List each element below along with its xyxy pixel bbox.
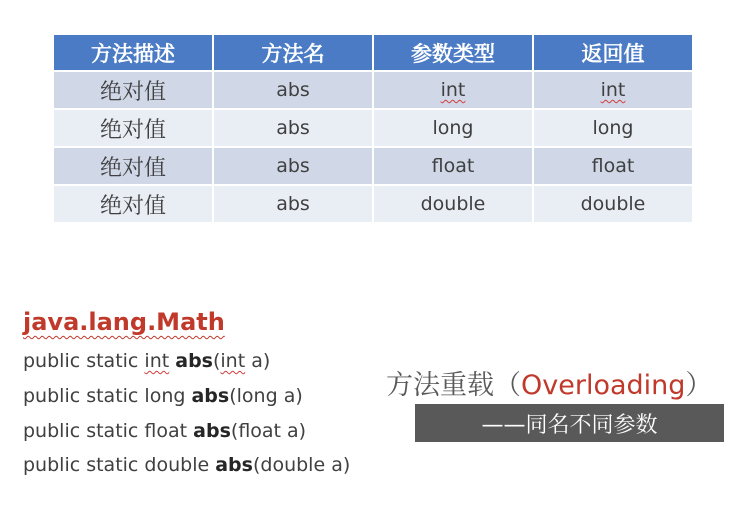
cell-return-type: double xyxy=(533,185,692,223)
cell-method-name: abs xyxy=(213,109,373,147)
sig-open: ( xyxy=(212,350,221,372)
cell-param-type: double xyxy=(373,185,533,223)
header-description: 方法描述 xyxy=(54,35,213,71)
sig-rest: a) xyxy=(277,385,303,407)
sig-open: ( xyxy=(252,454,261,476)
signature-line xyxy=(23,420,306,442)
overloading-title xyxy=(386,363,712,402)
table-row xyxy=(54,109,692,147)
header-return-type: 返回值 xyxy=(533,35,692,71)
sig-rest: a) xyxy=(325,454,351,476)
sig-method-name: abs xyxy=(175,350,213,372)
header-param-type: 参数类型 xyxy=(373,35,533,71)
table-header-row xyxy=(54,35,692,71)
table-row xyxy=(54,71,692,109)
sig-param-type: int xyxy=(220,350,246,372)
cell-param-type: float xyxy=(373,147,533,185)
cell-description: 绝对值 xyxy=(54,109,213,147)
sig-param-type: long xyxy=(236,385,278,407)
table-row xyxy=(54,185,692,223)
sig-method-name: abs xyxy=(215,454,253,476)
sig-return-type: float xyxy=(144,420,188,442)
method-table xyxy=(54,35,692,224)
cell-description: 绝对值 xyxy=(54,71,213,109)
title-cn: 方法重载 xyxy=(386,370,494,401)
signature-line xyxy=(23,454,350,476)
overloading-banner xyxy=(415,404,724,442)
sig-method-name: abs xyxy=(191,385,230,407)
cell-method-name: abs xyxy=(213,185,373,223)
sig-prefix: public static xyxy=(23,385,145,407)
sig-open: ( xyxy=(230,420,239,442)
sig-prefix: public static xyxy=(23,350,145,372)
sig-rest: a) xyxy=(281,420,307,442)
cell-return-type: float xyxy=(533,147,692,185)
title-open-paren: （ xyxy=(494,370,521,401)
signature-line xyxy=(23,350,270,372)
header-method-name: 方法名 xyxy=(213,35,373,71)
sig-prefix: public static xyxy=(23,420,145,442)
title-close-paren: ） xyxy=(685,370,713,401)
banner-text: ——同名不同参数 xyxy=(481,412,658,438)
sig-param-type: double xyxy=(260,454,326,476)
cell-param-type-text: int xyxy=(440,79,466,101)
package-name: java.lang.Math xyxy=(23,308,225,336)
cell-description: 绝对值 xyxy=(54,147,213,185)
cell-method-name: abs xyxy=(213,71,373,109)
cell-return-type-text: int xyxy=(600,79,626,101)
sig-return-type: int xyxy=(144,350,170,372)
sig-param-type: float xyxy=(238,420,281,442)
cell-param-type: long xyxy=(373,109,533,147)
cell-param-type xyxy=(373,71,533,109)
sig-method-name: abs xyxy=(193,420,231,442)
sig-rest: a) xyxy=(245,350,271,372)
sig-prefix: public static xyxy=(23,454,145,476)
cell-method-name: abs xyxy=(213,147,373,185)
cell-return-type: long xyxy=(533,109,692,147)
table-row xyxy=(54,147,692,185)
cell-description: 绝对值 xyxy=(54,185,213,223)
sig-return-type: long xyxy=(144,385,186,407)
sig-open: ( xyxy=(229,385,237,407)
title-en: Overloading xyxy=(521,370,686,401)
sig-return-type: double xyxy=(144,454,210,476)
cell-return-type xyxy=(533,71,692,109)
signature-line xyxy=(23,385,303,407)
